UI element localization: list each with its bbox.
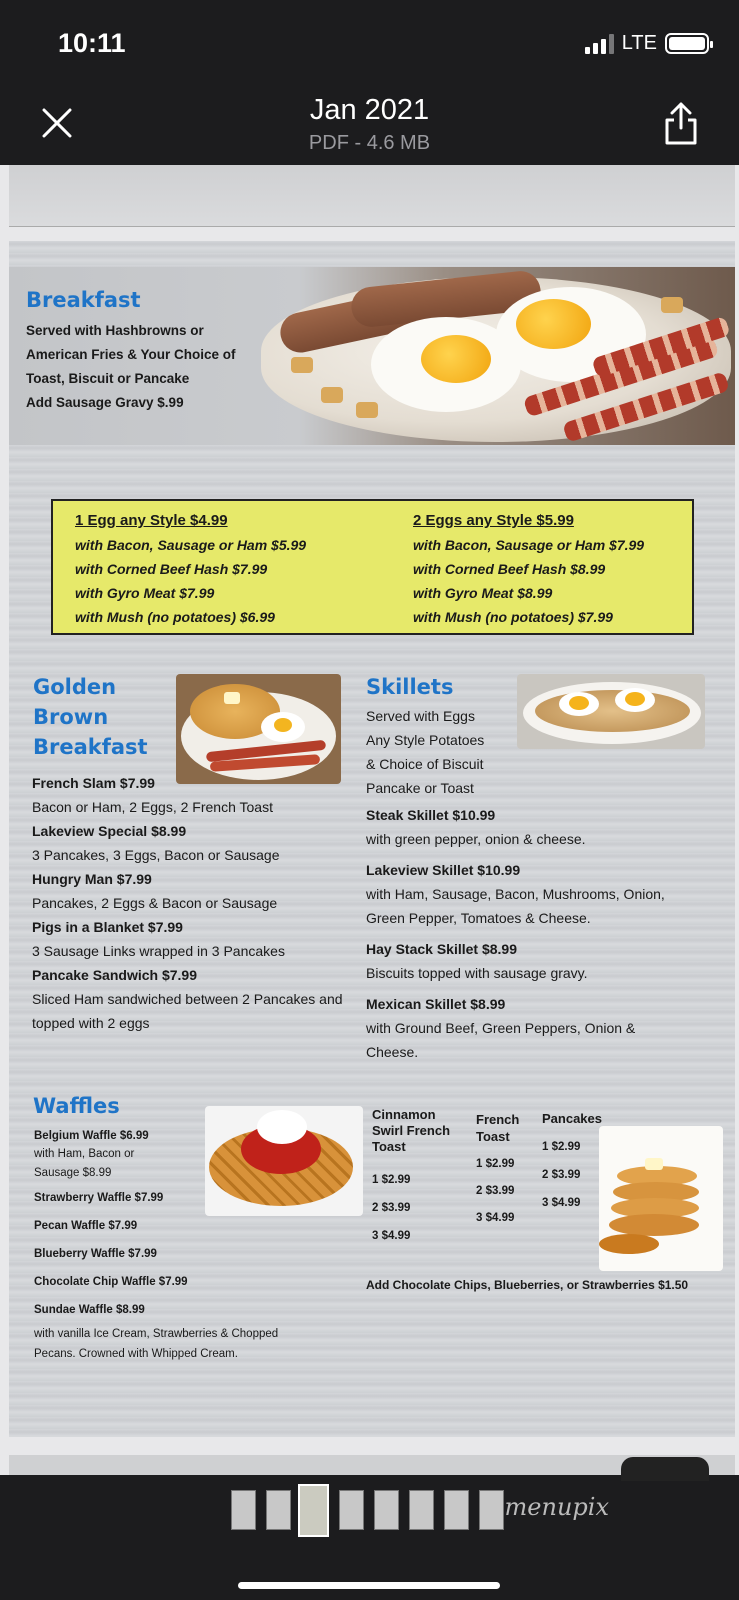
waffle-photo: [205, 1106, 363, 1216]
menu-item-desc: with Ham, Bacon or: [34, 1148, 135, 1160]
menu-item-name: Hay Stack Skillet $8.99: [366, 941, 517, 957]
breakfast-desc-line: American Fries & Your Choice of: [26, 347, 236, 362]
breakfast-photo: [261, 277, 731, 442]
skillets-intro: [366, 704, 484, 800]
skillet-photo: [517, 674, 705, 749]
heading-line: Swirl French: [372, 1123, 451, 1138]
menu-item-desc: with green pepper, onion & cheese.: [366, 831, 586, 847]
menu-item-name: Pigs in a Blanket $7.99: [32, 919, 183, 935]
share-icon[interactable]: [661, 100, 701, 148]
pancake-stack-photo: [599, 1126, 723, 1271]
signal-icon: [585, 34, 614, 54]
price-line: 1 $2.99: [372, 1174, 411, 1186]
scroll-handle[interactable]: [621, 1457, 709, 1481]
menu-page[interactable]: [9, 241, 735, 1437]
one-egg-option: with Mush (no potatoes) $6.99: [75, 609, 275, 625]
heading-line: Breakfast: [33, 735, 148, 759]
price-line: 1 $2.99: [542, 1141, 581, 1153]
menu-item-desc: Biscuits topped with sausage gravy.: [366, 965, 588, 981]
heading-line: Toast: [372, 1139, 406, 1154]
page-thumbnail[interactable]: [374, 1490, 399, 1530]
skillets-heading: Skillets: [366, 675, 454, 699]
menu-item-name: Blueberry Waffle $7.99: [34, 1248, 157, 1260]
heading-line: Golden: [33, 675, 117, 699]
breakfast-description: [26, 319, 236, 415]
heading-line: French: [476, 1112, 520, 1127]
page-thumbnail-selected[interactable]: [298, 1484, 329, 1537]
menu-item-name: Pecan Waffle $7.99: [34, 1220, 138, 1232]
menu-item-desc: 3 Pancakes, 3 Eggs, Bacon or Sausage: [32, 847, 280, 863]
menu-item-desc: Pecans. Crowned with Whipped Cream.: [34, 1348, 238, 1360]
one-egg-option: with Corned Beef Hash $7.99: [75, 561, 268, 577]
golden-brown-items: [32, 771, 343, 1035]
two-egg-option: with Mush (no potatoes) $7.99: [413, 609, 613, 625]
pancakes-prices: [542, 1133, 580, 1217]
previous-page[interactable]: [9, 165, 735, 227]
price-line: 3 $4.99: [542, 1197, 581, 1209]
egg-price-box: [51, 499, 694, 635]
heading-line: Cinnamon: [372, 1107, 436, 1122]
price-line: 2 $3.99: [372, 1202, 411, 1214]
page-thumbnail[interactable]: [444, 1490, 469, 1530]
menu-item-name: Steak Skillet $10.99: [366, 807, 496, 823]
home-indicator[interactable]: [238, 1582, 500, 1589]
french-toast-prices: [476, 1151, 514, 1232]
skillets-intro-line: & Choice of Biscuit: [366, 756, 484, 772]
skillets-intro-line: Pancake or Toast: [366, 780, 474, 796]
document-header: [0, 90, 739, 165]
pancake-plate-photo: [176, 674, 341, 784]
menu-item-desc: Bacon or Ham, 2 Eggs, 2 French Toast: [32, 799, 273, 815]
status-indicators: [585, 32, 709, 55]
menu-item-desc: Green Pepper, Tomatoes & Cheese.: [366, 910, 591, 926]
menu-item-name: Chocolate Chip Waffle $7.99: [34, 1276, 188, 1288]
two-egg-heading: 2 Eggs any Style $5.99: [413, 512, 574, 529]
one-egg-option: with Bacon, Sausage or Ham $5.99: [75, 537, 307, 553]
pancakes-heading: Pancakes: [542, 1111, 602, 1126]
price-line: 2 $3.99: [476, 1185, 515, 1197]
cinnamon-toast-heading: [372, 1107, 450, 1155]
price-line: 3 $4.99: [476, 1212, 515, 1224]
menu-item-name: Hungry Man $7.99: [32, 871, 152, 887]
menu-item-name: French Slam $7.99: [32, 775, 155, 791]
skillets-items: [366, 803, 665, 1064]
menu-item-desc: 3 Sausage Links wrapped in 3 Pancakes: [32, 943, 285, 959]
menu-item-desc: Pancakes, 2 Eggs & Bacon or Sausage: [32, 895, 278, 911]
golden-brown-heading: [33, 672, 148, 762]
page-thumbnail[interactable]: [266, 1490, 291, 1530]
menu-item-desc: topped with 2 eggs: [32, 1015, 150, 1031]
menu-item-name: Sundae Waffle $8.99: [34, 1304, 145, 1316]
breakfast-desc-line: Add Sausage Gravy $.99: [26, 395, 184, 410]
price-line: 3 $4.99: [372, 1230, 411, 1242]
breakfast-desc-line: Toast, Biscuit or Pancake: [26, 371, 190, 386]
page-thumbnail[interactable]: [479, 1490, 504, 1530]
two-egg-option: with Gyro Meat $8.99: [413, 585, 553, 601]
two-egg-option: with Corned Beef Hash $8.99: [413, 561, 606, 577]
heading-line: Toast: [476, 1129, 510, 1144]
menu-item-desc: Sausage $8.99: [34, 1167, 112, 1179]
add-ons-note: Add Chocolate Chips, Blueberries, or Strawberries $1.50: [366, 1278, 689, 1292]
price-line: 1 $2.99: [476, 1158, 515, 1170]
page-thumbnail[interactable]: [231, 1490, 256, 1530]
pdf-viewer[interactable]: [0, 165, 739, 1475]
status-time: 10:11: [58, 28, 126, 58]
menupix-watermark: menupix: [504, 1493, 609, 1521]
menu-item-desc: Cheese.: [366, 1044, 419, 1060]
cinnamon-toast-prices: [372, 1166, 410, 1250]
one-egg-option: with Gyro Meat $7.99: [75, 585, 215, 601]
menu-item-name: Strawberry Waffle $7.99: [34, 1192, 164, 1204]
one-egg-heading: 1 Egg any Style $4.99: [75, 512, 228, 529]
menu-item-desc: with Ham, Sausage, Bacon, Mushrooms, Onion,: [366, 886, 665, 902]
document-subtitle: PDF - 4.6 MB: [308, 132, 431, 154]
page-thumbnail[interactable]: [409, 1490, 434, 1530]
status-bar: [0, 0, 739, 90]
menu-item-name: Pancake Sandwich $7.99: [32, 967, 197, 983]
french-toast-heading: [476, 1111, 519, 1145]
price-line: 2 $3.99: [542, 1169, 581, 1181]
network-label: LTE: [621, 32, 657, 54]
one-egg-column: [75, 509, 306, 629]
skillets-intro-line: Served with Eggs: [366, 708, 475, 724]
menu-item-name: Mexican Skillet $8.99: [366, 996, 506, 1012]
menu-item-desc: with Ground Beef, Green Peppers, Onion &: [366, 1020, 636, 1036]
two-egg-column: [413, 509, 644, 629]
menu-item-name: Lakeview Special $8.99: [32, 823, 187, 839]
menu-item-name: Lakeview Skillet $10.99: [366, 862, 521, 878]
two-egg-option: with Bacon, Sausage or Ham $7.99: [413, 537, 645, 553]
heading-line: Brown: [33, 705, 109, 729]
menu-item-desc: Sliced Ham sandwiched between 2 Pancakes and: [32, 991, 343, 1007]
menu-item-desc: with vanilla Ice Cream, Strawberries & Chopped: [34, 1328, 279, 1340]
breakfast-heading: Breakfast: [26, 288, 141, 312]
breakfast-banner: [9, 267, 735, 445]
breakfast-desc-line: Served with Hashbrowns or: [26, 323, 204, 338]
document-title: Jan 2021: [309, 94, 430, 126]
battery-icon: [665, 33, 709, 54]
page-thumbnail[interactable]: [339, 1490, 364, 1530]
page-thumbnail-strip: [0, 1475, 739, 1600]
menu-item-name: Belgium Waffle $6.99: [34, 1130, 149, 1142]
waffles-heading: Waffles: [33, 1094, 120, 1118]
skillets-intro-line: Any Style Potatoes: [366, 732, 485, 748]
